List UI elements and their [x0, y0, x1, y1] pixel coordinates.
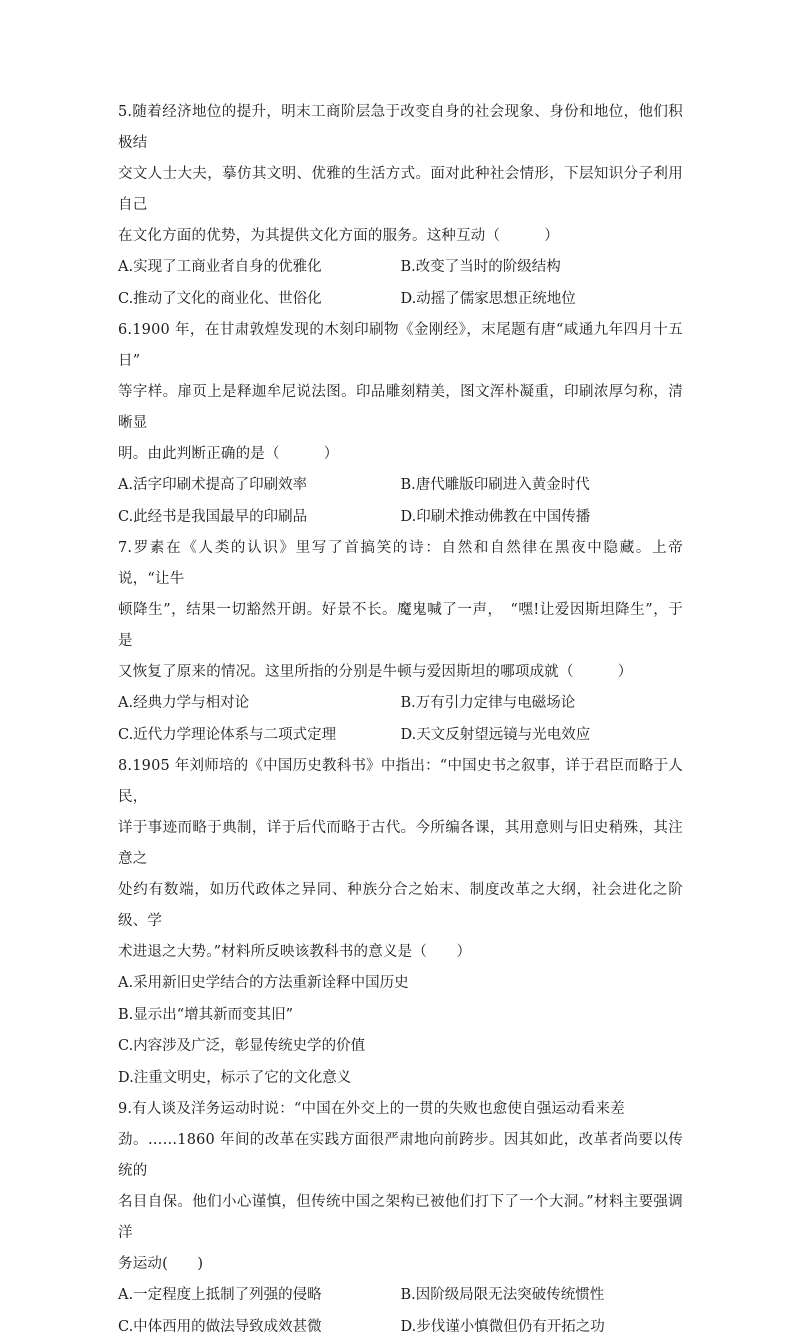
- question-8-stem: [118, 751, 683, 968]
- question-5-option-a: A.实现了工商业者自身的优雅化: [118, 252, 401, 284]
- question-9: [118, 1094, 683, 1343]
- question-6-line-1: 6.1900 年，在甘肃敦煌发现的木刻印刷物《金刚经》，末尾题有唐“咸通九年四月十五日”: [118, 322, 683, 369]
- question-9-option-b: B.因阶级局限无法突破传统惯性: [401, 1280, 684, 1312]
- question-7-line-1: 7.罗素在《人类的认识》里写了首搞笑的诗：自然和自然律在黑夜中隐藏。上帝说，“让牛: [118, 540, 683, 587]
- question-7: [118, 533, 683, 751]
- question-6-option-b: B.唐代雕版印刷进入黄金时代: [401, 470, 684, 502]
- question-8-option-a: A.采用新旧史学结合的方法重新诠释中国历史: [118, 968, 683, 1000]
- question-7-options: [118, 688, 683, 751]
- question-5-option-c: C.推动了文化的商业化、世俗化: [118, 284, 401, 316]
- question-8-line-4: 术进退之大势。”材料所反映该教科书的意义是（ ）: [118, 944, 471, 960]
- question-5-option-b: B.改变了当时的阶级结构: [401, 252, 684, 284]
- question-9-line-4: 务运动( ): [118, 1256, 203, 1272]
- question-8-options: [118, 968, 683, 1094]
- question-8-line-3: 处约有数端，如历代政体之异同、种族分合之始末、制度改革之大纲，社会进化之阶级、学: [118, 882, 683, 929]
- question-5-line-2: 交文人士大夫，摹仿其文明、优雅的生活方式。面对此种社会情形，下层知识分子利用自己: [118, 166, 683, 213]
- question-list: [118, 97, 683, 1343]
- question-5-option-d: D.动摇了儒家思想正统地位: [401, 284, 684, 316]
- question-5-line-3: 在文化方面的优势，为其提供文化方面的服务。这种互动（ ）: [118, 228, 559, 244]
- question-8-line-1: 8.1905 年刘师培的《中国历史教科书》中指出：“中国史书之叙事，详于君臣而略于人民，: [118, 758, 683, 805]
- question-9-option-c: C.中体西用的做法导致成效甚微: [118, 1312, 401, 1343]
- question-7-option-a: A.经典力学与相对论: [118, 688, 401, 720]
- question-9-option-d: D.步伐谨小慎微但仍有开拓之功: [401, 1312, 684, 1343]
- question-6-options: [118, 470, 683, 533]
- question-6-option-d: D.印刷术推动佛教在中国传播: [401, 502, 684, 534]
- question-8-option-d: D.注重文明史，标示了它的文化意义: [118, 1063, 683, 1095]
- question-7-line-2: 顿降生”，结果一切豁然开朗。好景不长。魔鬼喊了一声， “嘿!让爱因斯坦降生”，于是: [118, 602, 683, 649]
- question-8-option-b: B.显示出“增其新而变其旧”: [118, 1000, 683, 1032]
- question-6-stem: [118, 315, 683, 470]
- question-7-line-3: 又恢复了原来的情况。这里所指的分别是牛顿与爱因斯坦的哪项成就（ ）: [118, 664, 633, 680]
- question-9-line-2: 劲。……1860 年间的改革在实践方面很严肃地向前跨步。因其如此，改革者尚要以传统的: [118, 1132, 683, 1179]
- question-7-option-d: D.天文反射望远镜与光电效应: [401, 720, 684, 752]
- question-9-line-1: 9.有人谈及洋务运动时说：“中国在外交上的一贯的失败也愈使自强运动看来差: [118, 1101, 625, 1117]
- question-6-option-a: A.活字印刷术提高了印刷效率: [118, 470, 401, 502]
- question-9-options: [118, 1280, 683, 1343]
- question-6: [118, 315, 683, 533]
- question-7-option-b: B.万有引力定律与电磁场论: [401, 688, 684, 720]
- question-7-option-c: C.近代力学理论体系与二项式定理: [118, 720, 401, 752]
- question-8-line-2: 详于事迹而略于典制，详于后代而略于古代。今所编各课，其用意则与旧史稍殊，其注意之: [118, 820, 683, 867]
- question-8: [118, 751, 683, 1094]
- question-5-stem: [118, 97, 683, 252]
- question-5: [118, 97, 683, 315]
- question-9-stem: [118, 1094, 683, 1280]
- question-5-line-1: 5.随着经济地位的提升，明末工商阶层急于改变自身的社会现象、身份和地位，他们积极结: [118, 104, 683, 151]
- question-7-stem: [118, 533, 683, 688]
- question-5-options: [118, 252, 683, 315]
- question-9-option-a: A.一定程度上抵制了列强的侵略: [118, 1280, 401, 1312]
- question-6-line-2: 等字样。扉页上是释迦牟尼说法图。印品雕刻精美，图文浑朴凝重，印刷浓厚匀称，清晰显: [118, 384, 683, 431]
- question-9-line-3: 名目自保。他们小心谨慎，但传统中国之架构已被他们打下了一个大洞。”材料主要强调洋: [118, 1194, 683, 1241]
- question-6-option-c: C.此经书是我国最早的印刷品: [118, 502, 401, 534]
- question-6-line-3: 明。由此判断正确的是（ ）: [118, 446, 339, 462]
- question-8-option-c: C.内容涉及广泛，彰显传统史学的价值: [118, 1031, 683, 1063]
